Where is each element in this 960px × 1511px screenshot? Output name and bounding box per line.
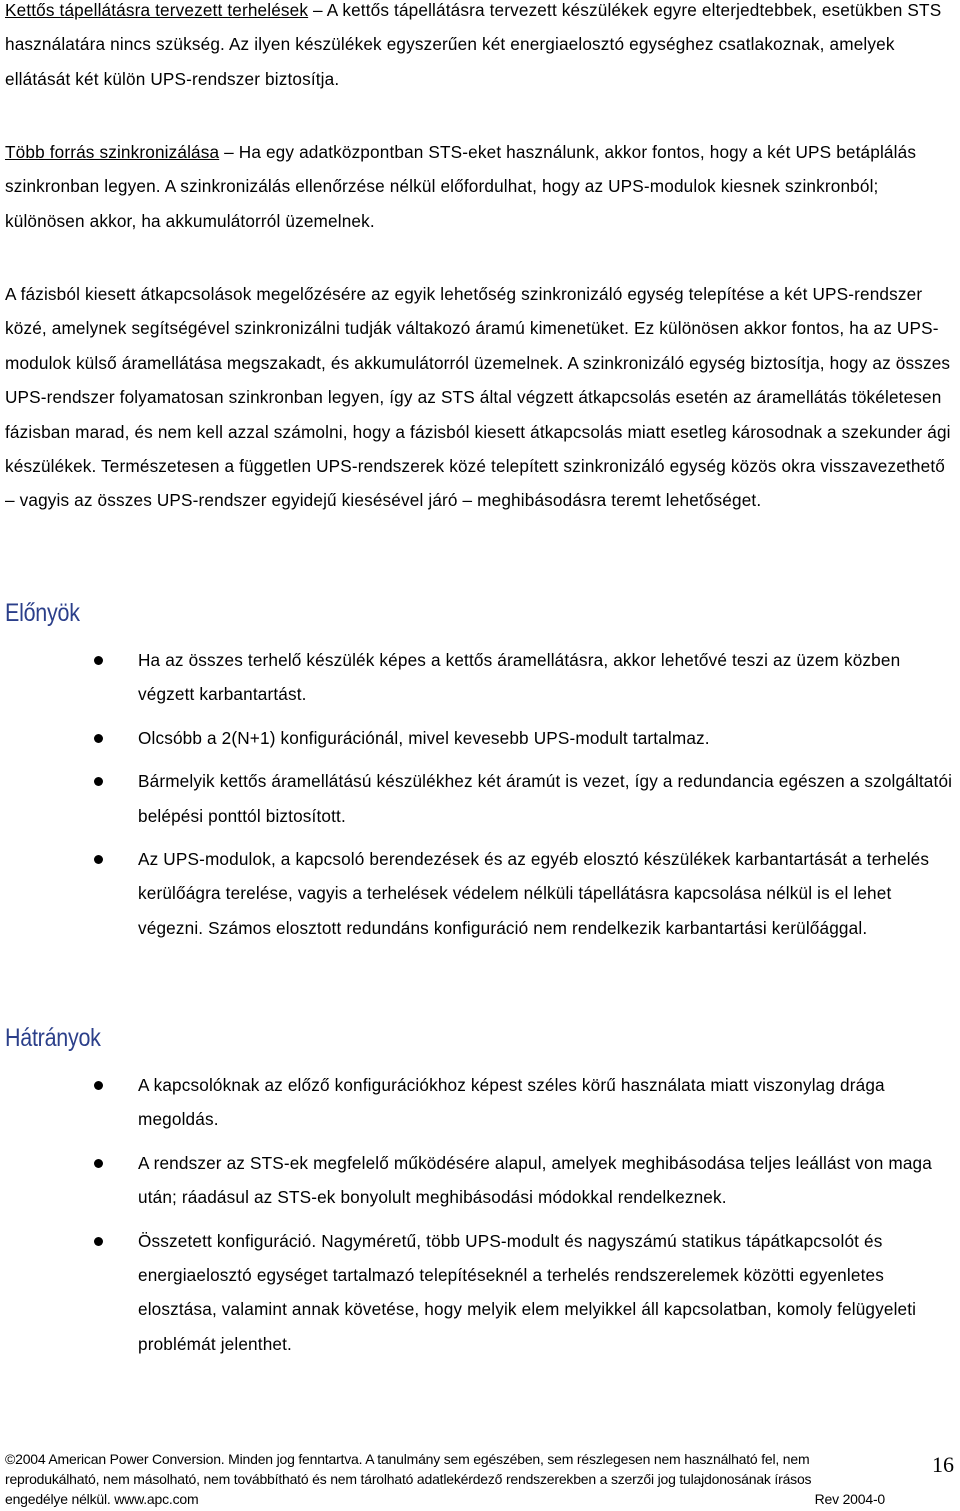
bullet-icon [94,855,103,864]
advantages-list [0,643,960,945]
copyright-line: reprodukálható, nem másolható, nem továbbítható és nem tárolható adatlekérdező rendszerekben a szerzői jog tulajdonosának írásos [5,1471,812,1487]
bullet-icon [94,1237,103,1246]
list-item [0,842,960,945]
bullet-icon [94,1159,103,1168]
bullet-icon [94,656,103,665]
list-item-text: Az UPS-modulok, a kapcsoló berendezések és az egyéb elosztó készülékek karbantartását a terhelés kerülőágra terelése, vagyis a terhelések védelem nélküli tápellátásra kapcsolása nélkül is el lehet végezni. Számos elosztott redundáns konfiguráció nem rendelkezik karbantartási kerülőággal. [138,849,930,938]
paragraph-dash: – [219,142,239,162]
paragraph-text: Ha egy adatközpontban STS-eket használunk, akkor fontos, hogy a két UPS betáplálás szinkronban legyen. A szinkronizálás ellenőrzése nélkül előfordulhat, hogy az UPS-modulok kiesnek szinkronból; különösen akkor, ha akkumulátorról üzemelnek. [5,142,917,231]
list-item-text: A rendszer az STS-ek megfelelő működésére alapul, amelyek meghibásodása teljes leállást von maga után; ráadásul az STS-ek bonyolult meghibásodási módokkal rendelkeznek. [138,1152,932,1208]
list-item [0,1146,960,1215]
bullet-icon [94,1081,103,1090]
paragraph-dash: – [308,0,327,20]
paragraph-text: A kettős tápellátásra tervezett készülékek egyre elterjedtebbek, esetükben STS használatára nincs szükség. Az ilyen készülékek egyszerűen két energiaelosztó egységhez csatlakoznak, amelyek ellátását két külön UPS-rendszer biztosítja. [5,0,942,89]
list-item [0,721,960,755]
list-item-text: A kapcsolóknak az előző konfigurációkhoz képest széles körű használata miatt viszonylag drága megoldás. [138,1075,885,1130]
list-item [0,1224,960,1362]
paragraph-dual-fed-loads [5,0,955,96]
list-item [0,1068,960,1137]
paragraph-term: Kettős tápellátásra tervezett terhelések [5,0,309,20]
page-footer [5,1449,885,1509]
bullet-icon [94,734,103,743]
paragraph-source-sync [5,135,955,238]
page-number: 16 [932,1452,954,1477]
paragraph-sync-unit [5,277,955,518]
copyright-line: engedélye nélkül. www.apc.com [5,1491,199,1507]
list-item-text: Összetett konfiguráció. Nagyméretű, több UPS-modult és nagyszámú statikus tápátkapcsolót és energiaelosztó egységet tartalmazó telepítéseknél a terhelés rendszerelemek közötti egyenletes elosztása, valamint annak követése, hogy melyik elem melyikkel áll kapcsolatban, komoly felügyeleti problémát jelenthet. [138,1230,917,1354]
bullet-icon [94,777,103,786]
advantages-heading: Előnyök [5,599,80,627]
list-item-text: Bármelyik kettős áramellátású készülékhez két áramút is vezet, így a redundancia egészen a szolgáltatói belépési ponttól biztosított. [138,771,953,826]
list-item-text: Olcsóbb a 2(N+1) konfigurációnál, mivel kevesebb UPS-modult tartalmaz. [138,727,710,748]
copyright-line: ©2004 American Power Conversion. Minden jog fenntartva. A tanulmány sem egészében, sem részlegesen nem használható fel, nem [5,1451,810,1467]
paragraph-term: Több forrás szinkronizálása [5,142,220,162]
paragraph-text: A fázisból kiesett átkapcsolások megelőzésére az egyik lehetőség szinkronizáló egység telepítése a két UPS-rendszer közé, amelynek segítségével szinkronizálni tudják váltakozó áramú kimenetüket. Ez különösen akkor fontos, ha az UPS-modulok külső áramellátása megszakadt, és akkumulátorról üzemelnek. A szinkronizáló egység biztosítja, hogy az összes UPS-rendszer folyamatosan szinkronban legyen, így az STS által végzett átkapcsolás esetén az áramellátás tökéletesen fázisban marad, és nem kell azzal számolni, hogy a fázisból kiesett átkapcsolás miatt esetleg károsodnak a szekunder ági készülékek. Természetesen a független UPS-rendszerek közé telepített szinkronizáló egység közös okra visszavezethető – vagyis az összes UPS-rendszer egyidejű kiesésével járó – meghibásodásra teremt lehetőséget. [5,284,951,511]
list-item [0,764,960,833]
disadvantages-heading: Hátrányok [5,1024,101,1052]
list-item-text: Ha az összes terhelő készülék képes a kettős áramellátásra, akkor lehetővé teszi az üzem közben végzett karbantartást. [138,650,901,705]
disadvantages-list [0,1068,960,1361]
list-item [0,643,960,712]
revision-label: Rev 2004-0 [814,1491,885,1507]
